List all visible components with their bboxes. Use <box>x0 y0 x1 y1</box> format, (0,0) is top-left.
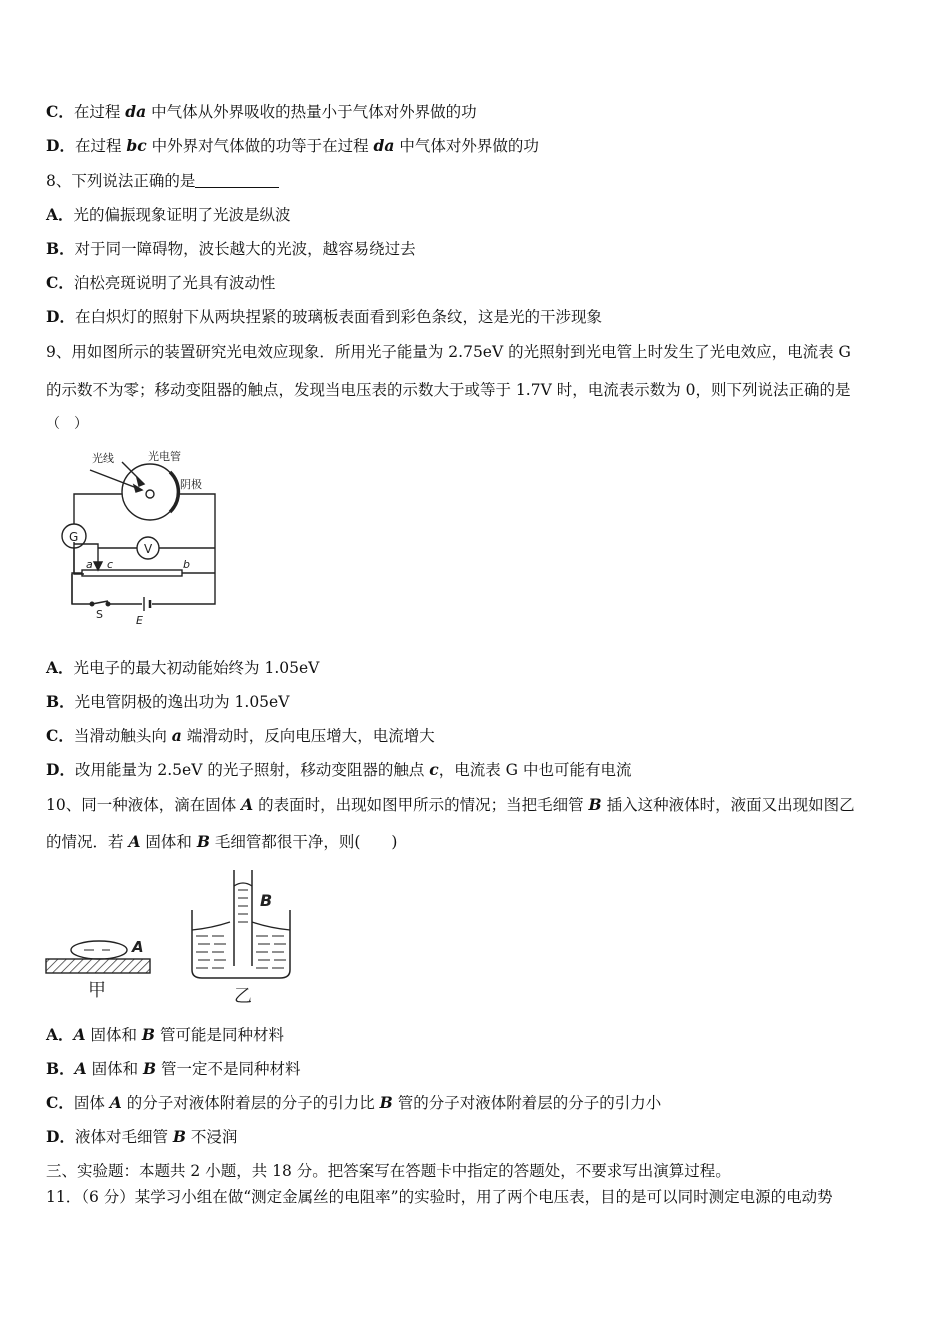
rheostat <box>82 570 182 576</box>
cathode-plate <box>170 472 178 512</box>
liquid-dashes <box>196 890 286 968</box>
q9-option-d: D．改用能量为 2.5eV 的光子照射，移动变阻器的触点 c，电流表 G 中也可能有电流 <box>46 760 632 779</box>
q9-stem-line2: 的示数不为零；移动变阻器的触点，发现当电压表的示数大于或等于 1.7V 时，电流表示数为 0，则下列说法正确的是 <box>46 381 851 399</box>
answer-blank <box>195 171 279 188</box>
q9-option-b: B．光电管阴极的逸出功为 1.05eV <box>46 692 290 711</box>
liquid-surface <box>192 922 290 930</box>
wire-top-left <box>74 494 122 524</box>
anode <box>146 490 154 498</box>
q10-stem-line2: 的情况．若 A 固体和 B 毛细管都很干净，则( ) <box>46 832 398 851</box>
label-tube: 光电管 <box>148 450 181 463</box>
q9-answer-paren: （ ） <box>46 416 88 432</box>
q10-option-b: B．A 固体和 B 管一定不是同种材料 <box>46 1059 301 1078</box>
solid-a <box>46 959 150 973</box>
q7-option-c: C．在过程 da 中气体从外界吸收的热量小于气体对外界做的功 <box>46 102 477 121</box>
figure-jia <box>44 930 164 1002</box>
label-a: A <box>132 938 144 956</box>
q10-stem-line1: 10、同一种液体，滴在固体 A 的表面时，出现如图甲所示的情况；当把毛细管 B 插入这种液体时，液面又出现如图乙 <box>46 795 855 814</box>
label-b: B <box>260 891 273 910</box>
label-g: G <box>69 530 79 544</box>
q8-option-b: B．对于同一障碍物，波长越大的光波，越容易绕过去 <box>46 239 416 258</box>
section-3-heading: 三、实验题：本题共 2 小题，共 18 分。把答案写在答题卡中指定的答题处，不要求写出演算过程。 <box>46 1162 731 1180</box>
q8-option-a: A．光的偏振现象证明了光波是纵波 <box>46 205 291 224</box>
switch-contact-2 <box>106 602 110 606</box>
label-light: 光线 <box>92 452 114 465</box>
label-v: V <box>144 542 153 556</box>
q9-stem-line1: 9、用如图所示的装置研究光电效应现象．所用光子能量为 2.75eV 的光照射到光电管上时发生了光电效应，电流表 G <box>46 343 851 361</box>
q11-stem: 11．（6 分）某学习小组在做“测定金属丝的电阻率”的实验时，用了两个电压表，目的是可以同时测定电源的电动势 <box>46 1188 833 1206</box>
q8-stem: 8、下列说法正确的是 <box>46 171 279 191</box>
q10-option-a: A．A 固体和 B 管可能是同种材料 <box>46 1025 284 1044</box>
wire-rheostat-left <box>72 573 82 604</box>
photoelectric-circuit-figure <box>50 444 230 630</box>
label-jia: 甲 <box>88 980 106 1001</box>
label-b: b <box>183 558 190 571</box>
q10-option-d: D．液体对毛细管 B 不浸润 <box>46 1127 238 1146</box>
label-e: E <box>136 614 143 627</box>
q9-option-a: A．光电子的最大初动能始终为 1.05eV <box>46 658 320 677</box>
q9-option-c: C．当滑动触头向 a 端滑动时，反向电压增大，电流增大 <box>46 726 435 745</box>
label-cathode: 阴极 <box>180 478 202 491</box>
light-arrowhead-1 <box>134 485 142 492</box>
q10-option-c: C．固体 A 的分子对液体附着层的分子的引力比 B 管的分子对液体附着层的分子的引力小 <box>46 1093 662 1112</box>
label-c: c <box>107 558 114 571</box>
q8-option-d: D．在白炽灯的照射下从两块捏紧的玻璃板表面看到彩色条纹，这是光的干涉现象 <box>46 307 602 326</box>
figure-yi <box>186 866 298 1006</box>
q7-option-d: D．在过程 bc 中外界对气体做的功等于在过程 da 中气体对外界做的功 <box>46 136 539 155</box>
label-a: a <box>86 558 93 571</box>
q8-option-c: C．泊松亮斑说明了光具有波动性 <box>46 273 276 292</box>
label-s: S <box>96 608 103 621</box>
liquid-drop <box>71 941 127 959</box>
label-yi: 乙 <box>234 986 252 1006</box>
capillary-meniscus <box>234 883 252 886</box>
phototube <box>122 464 178 520</box>
slider-arrow <box>94 562 102 570</box>
